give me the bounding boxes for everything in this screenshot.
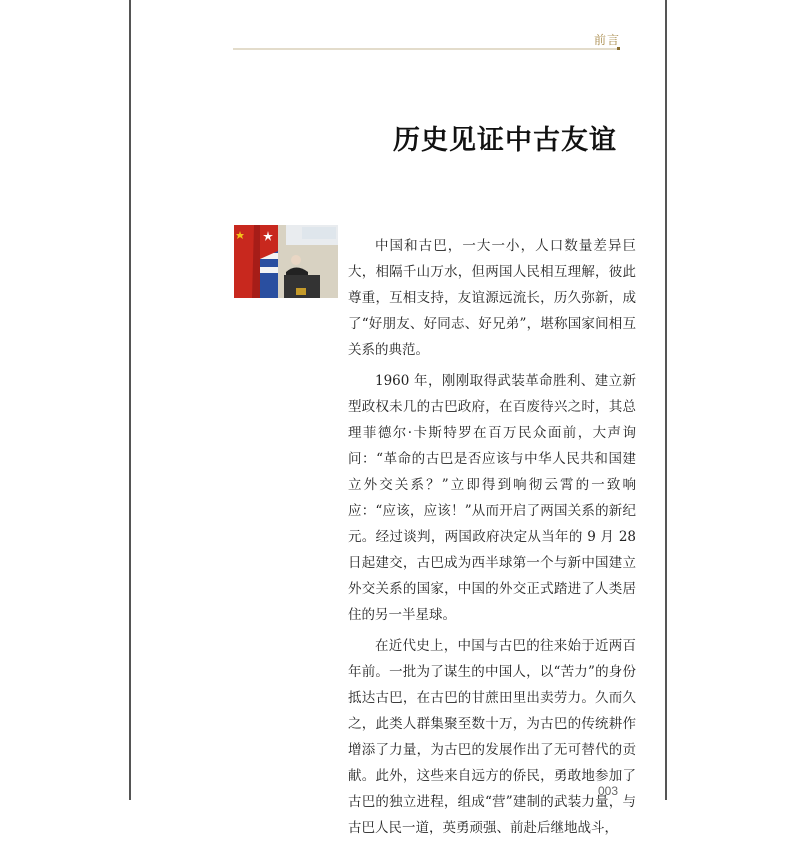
chapter-title: 历史见证中古友谊 [393,125,617,156]
speaker-photo [234,225,338,298]
preface-body [348,233,636,846]
running-header: 前言 [594,33,621,47]
page-number: 003 [598,784,619,798]
paragraph: 1960 年，刚刚取得武装革命胜利、建立新型政权未几的古巴政府，在百废待兴之时，其总理菲德尔·卡斯特罗在百万民众面前，大声询问：“革命的古巴是否应该与中华人民共和国建立外交关系？”立即得到响彻云霄的一致响应：“应该，应该！”从而开启了两国关系的新纪元。经过谈判，两国政府决定从当年的 9 月 28 日起建交，古巴成为西半球第一个与新中国建立外交关系的国家，中国的外交正式踏进了人类居住的另一半星球。 [348,373,636,623]
paragraph: 在近代史上，中国与古巴的往来始于近两百年前。一批为了谋生的中国人，以“苦力”的身份抵达古巴，在古巴的甘蔗田里出卖劳力。久而久之，此类人群集聚至数十万，为古巴的传统耕作增添了力量，为古巴的发展作出了无可替代的贡献。此外，这些来自远方的侨民，勇敢地参加了古巴的独立进程，组成“营”建制的武装力量，与古巴人民一道，英勇顽强、前赴后继地战斗， [348,638,636,836]
paragraph: 中国和古巴，一大一小，人口数量差异巨大，相隔千山万水，但两国人民相互理解，彼此尊重，互相支持，友谊源远流长，历久弥新，成了“好朋友、好同志、好兄弟”，堪称国家间相互关系的典范。 [348,238,636,358]
header-rule [233,48,619,50]
